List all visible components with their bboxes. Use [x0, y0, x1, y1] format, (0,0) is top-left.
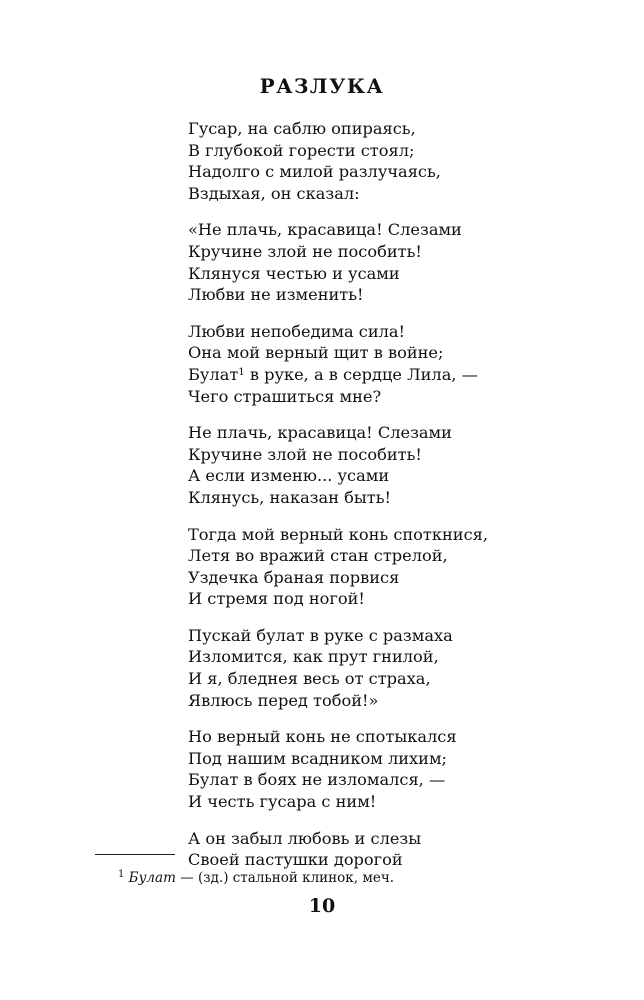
stanza — [188, 726, 608, 812]
poem-line: Надолго с милой разлучаясь, — [188, 162, 441, 182]
stanza — [188, 219, 608, 305]
footnote-term: Булат — [128, 870, 176, 886]
poem-line: Пускай булат в руке с размаха — [188, 625, 453, 645]
poem-line: Вздыхая, он сказал: — [188, 183, 360, 203]
poem-line: И я, бледнея весь от страха, — [188, 669, 431, 689]
stanza — [188, 321, 608, 407]
poem-line — [188, 364, 608, 386]
poem-line: А если изменю... усами — [188, 466, 390, 486]
stanza — [188, 118, 608, 204]
poem-line: А он забыл любовь и слезы — [188, 828, 422, 848]
poem-line: Любви не изменить! — [188, 285, 364, 305]
page-number: 10 — [308, 895, 336, 917]
poem-line: Гусар, на саблю опираясь, — [188, 119, 416, 138]
poem-line: Кручине злой не пособить! — [188, 444, 422, 464]
poem-body — [188, 118, 608, 886]
poem-line: Клянусь, наказан быть! — [188, 487, 392, 507]
poem-line: Явлюсь перед тобой!» — [188, 690, 379, 710]
poem-line: Булат в боях не изломался, — — [188, 770, 446, 790]
poem-line: Своей пастушки дорогой — [188, 850, 403, 870]
footnote-divider — [95, 854, 175, 855]
footnote-reference: 1 — [238, 366, 245, 378]
poem-line: В глубокой горести стоял; — [188, 140, 415, 160]
stanza — [188, 524, 608, 610]
poem-line: Уздечка браная порвися — [188, 567, 400, 587]
poem-line: Летя во вражий стан стрелой, — [188, 546, 448, 566]
poem-line: Тогда мой верный конь споткнися, — [188, 524, 489, 544]
poem-line: «Не плачь, красавица! Слезами — [188, 220, 462, 240]
stanza — [188, 422, 608, 508]
poem-line: Кручине злой не пособить! — [188, 241, 422, 261]
poem-line: Чего страшиться мне? — [188, 386, 382, 406]
poem-line-part: в руке, а в сердце Лила, — — [244, 364, 478, 384]
stanza — [188, 828, 608, 871]
poem-line: Она мой верный щит в войне; — [188, 343, 444, 363]
poem-line: Изломится, как прут гнилой, — [188, 647, 439, 667]
poem-line: Но верный конь не спотыкался — [188, 727, 457, 747]
stanza — [188, 625, 608, 711]
poem-title: РАЗЛУКА — [259, 74, 385, 98]
poem-line: Клянуся честью и усами — [188, 263, 400, 283]
poem-line: Под нашим всадником лихим; — [188, 748, 447, 768]
poem-line: Не плачь, красавица! Слезами — [188, 423, 452, 443]
poem-line: Любви непобедима сила! — [188, 321, 406, 341]
poem-line: И стремя под ногой! — [188, 589, 365, 609]
footnote-marker: 1 — [118, 869, 125, 880]
footnote — [118, 869, 394, 887]
poem-line-part: Булат — [188, 364, 239, 384]
poem-line: И честь гусара с ним! — [188, 792, 377, 812]
footnote-text: — (зд.) стальной клинок, меч. — [175, 870, 395, 886]
